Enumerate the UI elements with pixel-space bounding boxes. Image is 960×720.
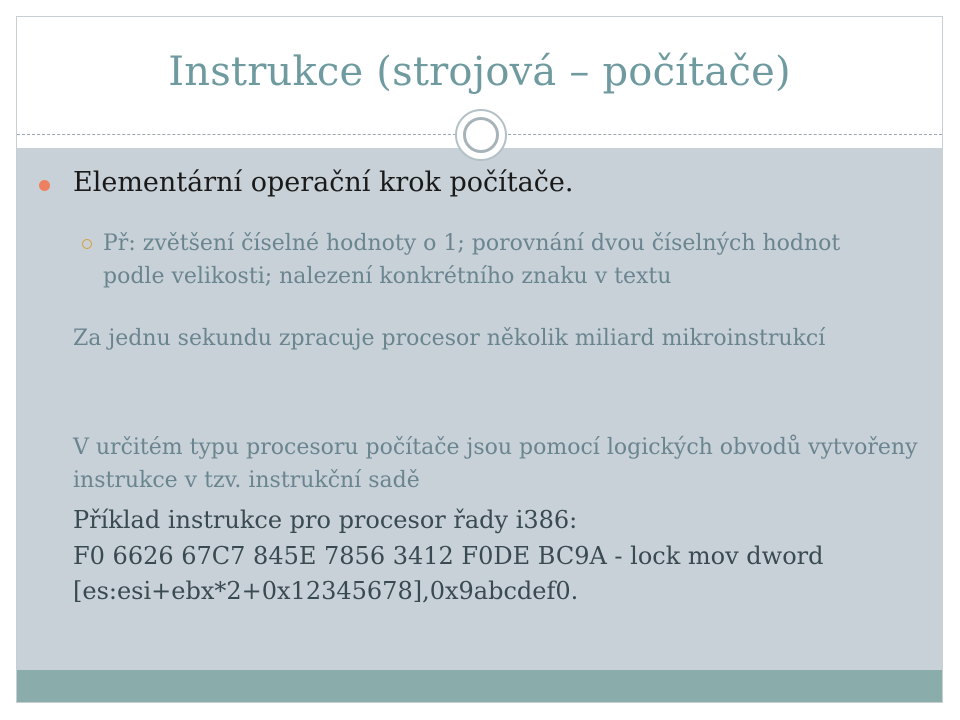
bullet-elementary-step: Elementární operační krok počítače. xyxy=(73,167,574,198)
sub-bullet-example: Př: zvětšení číselné hodnoty o 1; porovnání dvou číselných hodnot podle velikosti; nalezení konkrétního znaku v textu xyxy=(103,231,841,289)
paragraph-example-code: F0 6626 67C7 845E 7856 3412 F0DE BC9A - lock mov dword [es:esi+ebx*2+0x12345678],0x9abcdef0. xyxy=(73,542,824,605)
paragraph-instruction-set: V určitém typu procesoru počítače jsou pomocí logických obvodů vytvořeny instrukce v tzv. instrukční sadě xyxy=(73,435,918,493)
sub-bullet-ring-icon xyxy=(82,239,92,249)
footer-bar xyxy=(17,670,942,703)
paragraph-instructions-per-second: Za jednu sekundu zpracuje procesor několik miliard mikroinstrukcí xyxy=(73,326,826,351)
slide-title: Instrukce (strojová – počítače) xyxy=(168,49,791,95)
ornament-inner-ring xyxy=(463,117,499,153)
title-ornament-icon xyxy=(455,109,507,161)
paragraph-example-intro: Příklad instrukce pro procesor řady i386: xyxy=(73,506,578,534)
bullet-dot-icon xyxy=(39,180,50,191)
slide xyxy=(16,16,943,703)
